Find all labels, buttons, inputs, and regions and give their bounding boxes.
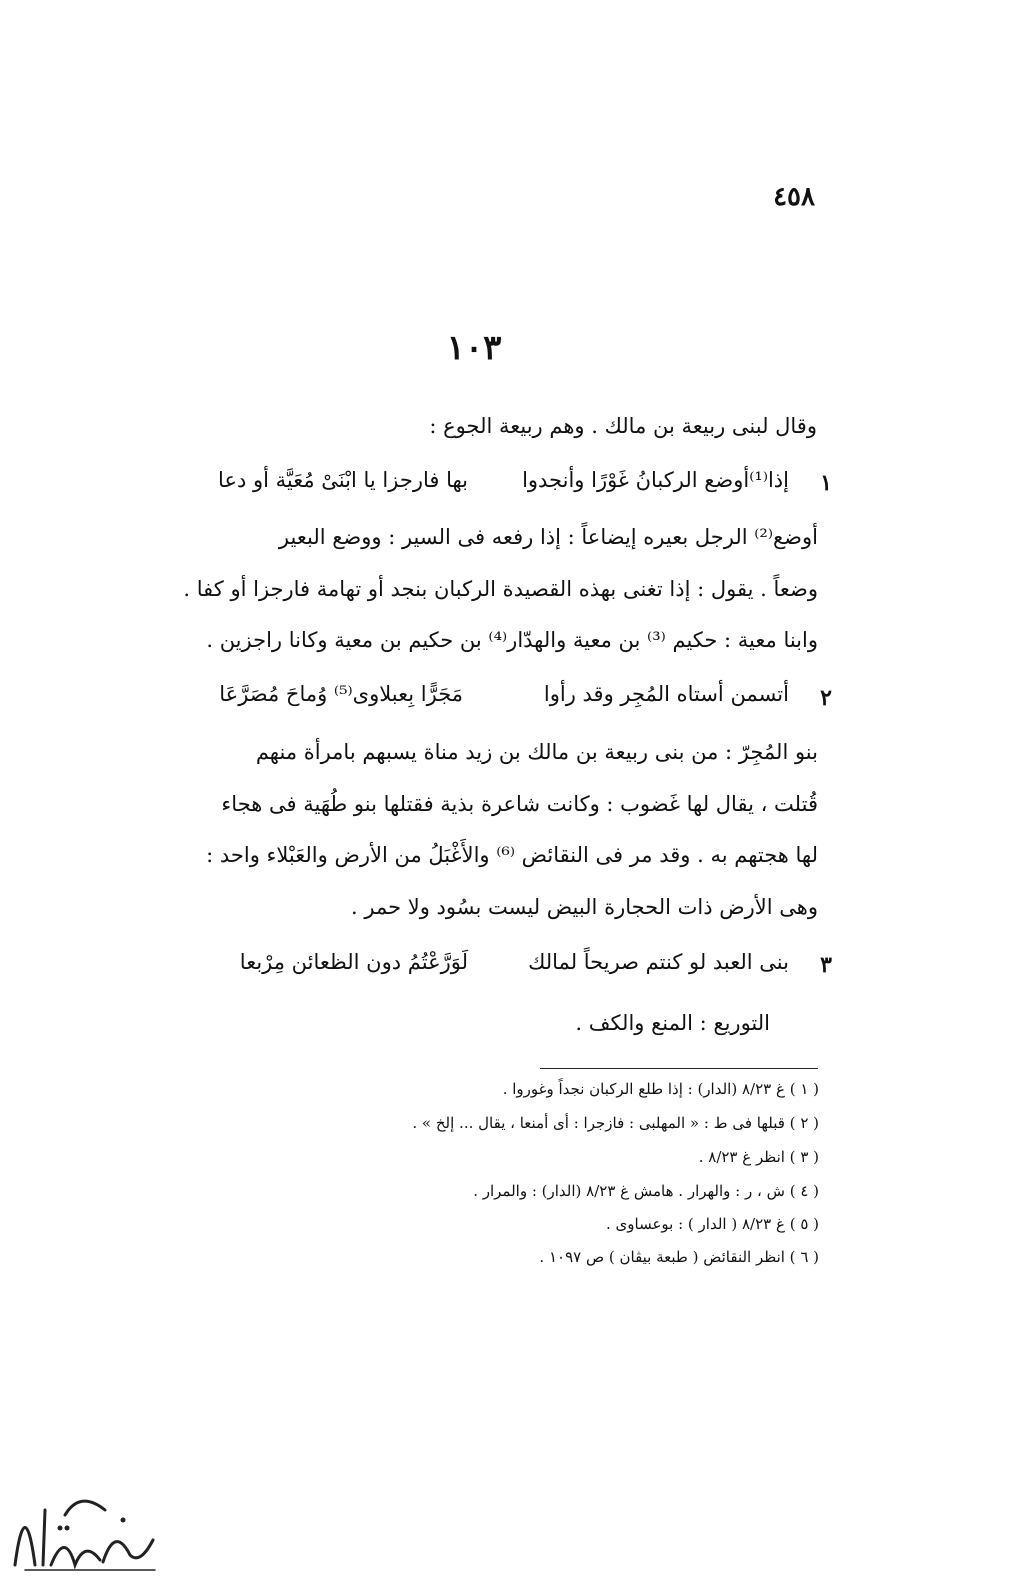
verse-hemistich-second: بها فارجزا يا ابْنَىْ مُعَيَّة أو دعا (218, 468, 468, 492)
verse-number: ٢ (820, 685, 832, 711)
page-number: ٤٥٨ (773, 182, 815, 212)
commentary-line: التوريع : المنع والكف . (575, 1011, 770, 1035)
footnote: ( ٣ ) انظر غ ٨/٢٣ . (698, 1148, 819, 1166)
commentary-line: بنو المُجِرّ : من بنى ربيعة بن مالك بن زيد مناة يسبهم بامرأة منهم (255, 740, 818, 764)
library-stamp-logo (5, 1470, 165, 1585)
poem-number: ١٠٣ (446, 328, 502, 368)
verse-hemistich-first: بنى العبد لو كنتم صريحاً لمالك (528, 950, 789, 974)
commentary-line: وضعاً . يقول : إذا تغنى بهذه القصيدة الركبان بنجد أو تهامة فارجزا أو كفا . (183, 577, 818, 601)
footnote: ( ٦ ) انظر النقائض ( طبعة بيڤان ) ص ١٠٩٧ . (539, 1248, 819, 1266)
verse-hemistich-second: لَوَرَّعْتُمُ دون الظعائن مِرْبعا (239, 950, 468, 974)
verse-hemistich-first: أتسمن أستاه المُجِر وقد رأوا (543, 682, 789, 706)
verse-hemistich-second: مَجَرًّا بِعبلاوى⁽⁵⁾ وُماحَ مُصَرَّعَا (219, 682, 463, 706)
footnote-separator (540, 1068, 818, 1069)
footnote: ( ١ ) غ ٨/٢٣ (الدار) : إذا طلع الركبان نجداً وغوروا . (502, 1080, 819, 1098)
commentary-line: وابنا معية : حكيم ⁽³⁾ بن معية والهدّار⁽⁴⁾ بن حكيم بن معية وكانا راجزين . (206, 628, 818, 652)
intro-line: وقال لبنى ربيعة بن مالك . وهم ربيعة الجوع : (429, 414, 817, 438)
verse-number: ١ (820, 470, 832, 496)
commentary-line: وهى الأرض ذات الحجارة البيض ليست بسُود ولا حمر . (351, 895, 818, 919)
footnote: ( ٤ ) ش ، ر : والهرار . هامش غ ٨/٢٣ (الدار) : والمرار . (473, 1182, 819, 1200)
footnote: ( ٢ ) قبلها فى ط : « المهلبى : فازجرا : أى أمنعا ، يقال ... إلخ » . (412, 1114, 819, 1132)
commentary-line: أوضع⁽²⁾ الرجل بعيره إيضاعاً : إذا رفعه فى السير : ووضع البعير (278, 525, 818, 549)
commentary-line: لها هجتهم به . وقد مر فى النقائض ⁽⁶⁾ والأَغْبَلُ من الأرض والعَبْلاء واحد : (206, 843, 818, 867)
verse-number: ٣ (820, 952, 832, 978)
footnote: ( ٥ ) غ ٨/٢٣ ( الدار ) : بوعساوى . (606, 1215, 819, 1233)
verse-hemistich-first: إذا⁽¹⁾أوضع الركبانُ غَوْرًا وأنجدوا (522, 468, 789, 492)
commentary-line: قُتلت ، يقال لها غَضوب : وكانت شاعرة بذية فقتلها بنو طُهَية فى هجاء (221, 792, 818, 816)
